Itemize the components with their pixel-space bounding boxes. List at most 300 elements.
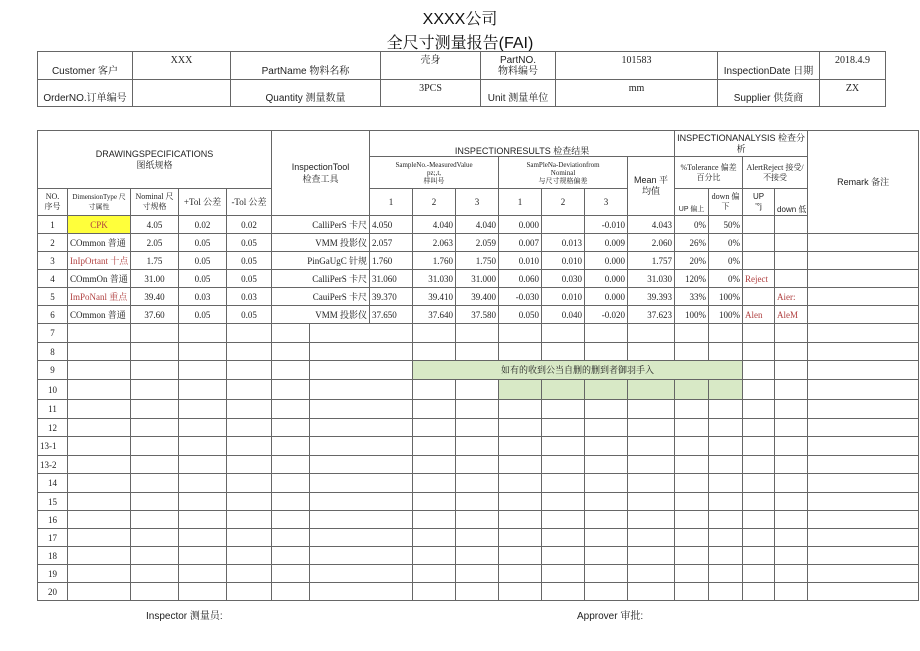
alert-status[interactable]: Reject bbox=[743, 270, 775, 288]
empty-cell[interactable] bbox=[499, 419, 542, 437]
empty-cell[interactable] bbox=[499, 529, 542, 547]
empty-cell[interactable] bbox=[675, 565, 709, 583]
empty-cell[interactable] bbox=[743, 474, 775, 493]
inspection-tool[interactable]: PinGaUgC 针规 bbox=[272, 252, 370, 270]
row-no[interactable]: 4 bbox=[38, 270, 68, 288]
empty-cell[interactable] bbox=[808, 343, 919, 361]
remark-cell[interactable] bbox=[808, 234, 919, 252]
empty-cell[interactable] bbox=[413, 547, 456, 565]
measured-value[interactable]: 39.370 bbox=[370, 288, 413, 306]
empty-cell[interactable] bbox=[743, 511, 775, 529]
empty-cell[interactable] bbox=[743, 380, 775, 400]
mean-value[interactable]: 1.757 bbox=[628, 252, 675, 270]
measured-value[interactable]: 1.760 bbox=[413, 252, 456, 270]
deviation-value[interactable] bbox=[542, 216, 585, 234]
tolerance-up[interactable]: 20% bbox=[675, 252, 709, 270]
empty-cell[interactable] bbox=[413, 474, 456, 493]
empty-cell[interactable] bbox=[68, 419, 131, 437]
empty-cell[interactable] bbox=[808, 583, 919, 601]
empty-cell[interactable] bbox=[456, 529, 499, 547]
empty-cell[interactable] bbox=[628, 419, 675, 437]
empty-cell[interactable] bbox=[542, 583, 585, 601]
empty-cell[interactable] bbox=[628, 437, 675, 456]
empty-cell[interactable] bbox=[585, 583, 628, 601]
deviation-value[interactable]: 0.000 bbox=[585, 252, 628, 270]
mean-value[interactable]: 2.060 bbox=[628, 234, 675, 252]
empty-cell[interactable] bbox=[675, 456, 709, 474]
remark-cell[interactable] bbox=[808, 306, 919, 324]
empty-cell[interactable] bbox=[709, 400, 743, 419]
empty-cell[interactable] bbox=[585, 419, 628, 437]
empty-cell[interactable] bbox=[68, 547, 131, 565]
empty-cell[interactable] bbox=[272, 361, 310, 380]
minus-tol[interactable]: 0.03 bbox=[227, 288, 272, 306]
empty-cell[interactable] bbox=[68, 380, 131, 400]
empty-cell[interactable] bbox=[542, 437, 585, 456]
empty-cell[interactable] bbox=[499, 456, 542, 474]
minus-tol[interactable]: 0.05 bbox=[227, 306, 272, 324]
deviation-value[interactable]: 0.010 bbox=[542, 252, 585, 270]
empty-cell[interactable] bbox=[743, 565, 775, 583]
empty-cell[interactable] bbox=[131, 380, 179, 400]
empty-cell[interactable] bbox=[743, 343, 775, 361]
measured-value[interactable]: 1.750 bbox=[456, 252, 499, 270]
tolerance-up[interactable]: 33% bbox=[675, 288, 709, 306]
empty-cell[interactable] bbox=[456, 547, 499, 565]
empty-cell[interactable] bbox=[499, 474, 542, 493]
empty-cell[interactable] bbox=[775, 493, 808, 511]
empty-cell[interactable] bbox=[743, 547, 775, 565]
empty-cell[interactable] bbox=[808, 361, 919, 380]
empty-cell[interactable] bbox=[542, 474, 585, 493]
empty-cell[interactable] bbox=[808, 437, 919, 456]
empty-cell[interactable] bbox=[179, 361, 227, 380]
empty-cell[interactable] bbox=[179, 511, 227, 529]
minus-tol[interactable]: 0.05 bbox=[227, 252, 272, 270]
measured-value[interactable]: 4.050 bbox=[370, 216, 413, 234]
empty-cell[interactable] bbox=[675, 583, 709, 601]
empty-cell[interactable] bbox=[272, 400, 310, 419]
empty-cell[interactable] bbox=[499, 493, 542, 511]
orderno-value[interactable] bbox=[133, 80, 231, 107]
empty-cell[interactable] bbox=[709, 380, 743, 400]
measured-value[interactable]: 39.410 bbox=[413, 288, 456, 306]
empty-cell[interactable] bbox=[272, 529, 310, 547]
mean-value[interactable]: 31.030 bbox=[628, 270, 675, 288]
empty-cell[interactable] bbox=[628, 400, 675, 419]
empty-cell[interactable] bbox=[709, 529, 743, 547]
empty-cell[interactable] bbox=[68, 343, 131, 361]
measured-value[interactable]: 2.059 bbox=[456, 234, 499, 252]
empty-cell[interactable] bbox=[131, 565, 179, 583]
dimension-type[interactable]: COmmOn 普通 bbox=[68, 270, 131, 288]
empty-cell[interactable] bbox=[131, 419, 179, 437]
empty-cell[interactable] bbox=[227, 565, 272, 583]
empty-cell[interactable] bbox=[131, 400, 179, 419]
empty-cell[interactable] bbox=[808, 380, 919, 400]
measured-value[interactable]: 4.040 bbox=[456, 216, 499, 234]
quantity-value[interactable]: 3PCS bbox=[381, 80, 481, 107]
empty-cell[interactable] bbox=[272, 547, 310, 565]
empty-cell[interactable] bbox=[628, 493, 675, 511]
empty-cell[interactable] bbox=[743, 361, 775, 380]
measured-value[interactable]: 31.000 bbox=[456, 270, 499, 288]
empty-cell[interactable] bbox=[131, 343, 179, 361]
empty-cell[interactable] bbox=[743, 456, 775, 474]
measured-value[interactable]: 1.760 bbox=[370, 252, 413, 270]
empty-cell[interactable] bbox=[628, 343, 675, 361]
empty-cell[interactable] bbox=[775, 343, 808, 361]
plus-tol[interactable]: 0.03 bbox=[179, 288, 227, 306]
empty-cell[interactable] bbox=[227, 493, 272, 511]
measured-value[interactable]: 2.063 bbox=[413, 234, 456, 252]
empty-cell[interactable] bbox=[585, 343, 628, 361]
empty-cell[interactable] bbox=[585, 493, 628, 511]
alert-status[interactable]: Alen bbox=[743, 306, 775, 324]
empty-cell[interactable] bbox=[675, 419, 709, 437]
empty-cell[interactable] bbox=[131, 361, 179, 380]
inspection-tool[interactable]: VMM 投影仪 bbox=[272, 306, 370, 324]
empty-cell[interactable] bbox=[499, 547, 542, 565]
empty-cell[interactable] bbox=[179, 380, 227, 400]
empty-cell[interactable] bbox=[709, 565, 743, 583]
partname-value[interactable]: 壳身 bbox=[381, 52, 481, 80]
empty-cell[interactable] bbox=[585, 456, 628, 474]
empty-cell[interactable] bbox=[227, 361, 272, 380]
nominal[interactable]: 37.60 bbox=[131, 306, 179, 324]
empty-cell[interactable] bbox=[542, 547, 585, 565]
empty-cell[interactable] bbox=[68, 565, 131, 583]
empty-cell[interactable] bbox=[709, 456, 743, 474]
empty-cell[interactable] bbox=[775, 361, 808, 380]
empty-cell[interactable] bbox=[227, 511, 272, 529]
empty-cell[interactable] bbox=[68, 361, 131, 380]
empty-cell[interactable] bbox=[456, 565, 499, 583]
empty-cell[interactable] bbox=[675, 529, 709, 547]
empty-cell[interactable] bbox=[542, 343, 585, 361]
deviation-value[interactable]: 0.030 bbox=[542, 270, 585, 288]
minus-tol[interactable]: 0.05 bbox=[227, 234, 272, 252]
empty-cell[interactable] bbox=[585, 511, 628, 529]
empty-cell[interactable] bbox=[272, 565, 310, 583]
empty-cell[interactable] bbox=[709, 324, 743, 343]
row-no[interactable]: 1 bbox=[38, 216, 68, 234]
dimension-type[interactable]: CPK bbox=[68, 216, 131, 234]
empty-cell[interactable] bbox=[628, 583, 675, 601]
tolerance-up[interactable]: 26% bbox=[675, 234, 709, 252]
empty-cell[interactable] bbox=[775, 547, 808, 565]
empty-cell[interactable] bbox=[775, 583, 808, 601]
nominal[interactable]: 4.05 bbox=[131, 216, 179, 234]
measured-value[interactable]: 37.640 bbox=[413, 306, 456, 324]
minus-tol[interactable]: 0.05 bbox=[227, 270, 272, 288]
dimension-type[interactable]: COmmon 普通 bbox=[68, 306, 131, 324]
tolerance-up[interactable]: 120% bbox=[675, 270, 709, 288]
empty-cell[interactable] bbox=[585, 474, 628, 493]
empty-cell[interactable] bbox=[808, 474, 919, 493]
empty-cell[interactable] bbox=[310, 583, 413, 601]
empty-cell[interactable] bbox=[272, 380, 310, 400]
alert-status[interactable]: Aier: bbox=[775, 288, 808, 306]
nominal[interactable]: 39.40 bbox=[131, 288, 179, 306]
empty-cell[interactable] bbox=[68, 456, 131, 474]
empty-cell[interactable] bbox=[131, 456, 179, 474]
row-no[interactable]: 6 bbox=[38, 306, 68, 324]
empty-cell[interactable] bbox=[499, 324, 542, 343]
empty-cell[interactable] bbox=[743, 529, 775, 547]
empty-cell[interactable] bbox=[675, 474, 709, 493]
empty-cell[interactable] bbox=[808, 529, 919, 547]
empty-cell[interactable] bbox=[456, 511, 499, 529]
empty-cell[interactable] bbox=[413, 343, 456, 361]
deviation-value[interactable]: 0.010 bbox=[542, 288, 585, 306]
deviation-value[interactable]: 0.000 bbox=[499, 216, 542, 234]
empty-cell[interactable] bbox=[775, 380, 808, 400]
empty-cell[interactable] bbox=[68, 529, 131, 547]
empty-cell[interactable] bbox=[775, 456, 808, 474]
empty-cell[interactable] bbox=[179, 493, 227, 511]
deviation-value[interactable]: -0.010 bbox=[585, 216, 628, 234]
empty-cell[interactable] bbox=[413, 565, 456, 583]
mean-value[interactable]: 37.623 bbox=[628, 306, 675, 324]
empty-cell[interactable] bbox=[413, 529, 456, 547]
empty-cell[interactable] bbox=[675, 437, 709, 456]
empty-cell[interactable] bbox=[131, 324, 179, 343]
empty-cell[interactable] bbox=[709, 511, 743, 529]
plus-tol[interactable]: 0.02 bbox=[179, 216, 227, 234]
measured-value[interactable]: 2.057 bbox=[370, 234, 413, 252]
deviation-value[interactable]: 0.013 bbox=[542, 234, 585, 252]
tolerance-down[interactable]: 0% bbox=[709, 270, 743, 288]
empty-cell[interactable] bbox=[272, 583, 310, 601]
empty-cell[interactable] bbox=[808, 547, 919, 565]
tolerance-down[interactable]: 0% bbox=[709, 252, 743, 270]
empty-cell[interactable] bbox=[499, 583, 542, 601]
empty-cell[interactable] bbox=[272, 324, 310, 343]
empty-cell[interactable] bbox=[542, 400, 585, 419]
empty-cell[interactable] bbox=[499, 511, 542, 529]
plus-tol[interactable]: 0.05 bbox=[179, 306, 227, 324]
empty-cell[interactable] bbox=[709, 493, 743, 511]
nominal[interactable]: 2.05 bbox=[131, 234, 179, 252]
empty-cell[interactable] bbox=[456, 493, 499, 511]
empty-cell[interactable] bbox=[456, 583, 499, 601]
empty-cell[interactable] bbox=[227, 547, 272, 565]
empty-cell[interactable] bbox=[456, 324, 499, 343]
empty-cell[interactable] bbox=[179, 565, 227, 583]
empty-cell[interactable] bbox=[709, 419, 743, 437]
empty-cell[interactable] bbox=[310, 380, 413, 400]
empty-cell[interactable] bbox=[675, 400, 709, 419]
empty-cell[interactable] bbox=[499, 343, 542, 361]
empty-cell[interactable] bbox=[675, 511, 709, 529]
empty-cell[interactable] bbox=[179, 529, 227, 547]
empty-cell[interactable] bbox=[499, 565, 542, 583]
inspection-tool[interactable]: CalliPerS 卡尺 bbox=[272, 216, 370, 234]
empty-cell[interactable] bbox=[585, 437, 628, 456]
inspection-tool[interactable]: CalliPerS 卡尺 bbox=[272, 270, 370, 288]
empty-cell[interactable] bbox=[808, 511, 919, 529]
empty-cell[interactable] bbox=[775, 474, 808, 493]
empty-cell[interactable] bbox=[413, 419, 456, 437]
tolerance-down[interactable]: 50% bbox=[709, 216, 743, 234]
empty-cell[interactable] bbox=[585, 547, 628, 565]
empty-cell[interactable] bbox=[131, 511, 179, 529]
supplier-value[interactable]: ZX bbox=[820, 80, 886, 107]
remark-cell[interactable] bbox=[808, 288, 919, 306]
empty-cell[interactable] bbox=[179, 343, 227, 361]
deviation-value[interactable]: 0.007 bbox=[499, 234, 542, 252]
empty-cell[interactable] bbox=[675, 493, 709, 511]
empty-cell[interactable] bbox=[808, 493, 919, 511]
empty-cell[interactable] bbox=[68, 400, 131, 419]
empty-cell[interactable] bbox=[628, 324, 675, 343]
empty-cell[interactable] bbox=[272, 419, 310, 437]
nominal[interactable]: 1.75 bbox=[131, 252, 179, 270]
empty-cell[interactable] bbox=[131, 529, 179, 547]
empty-cell[interactable] bbox=[456, 419, 499, 437]
alert-status[interactable] bbox=[743, 252, 775, 270]
empty-cell[interactable] bbox=[227, 437, 272, 456]
measured-value[interactable]: 37.650 bbox=[370, 306, 413, 324]
empty-cell[interactable] bbox=[775, 437, 808, 456]
empty-cell[interactable] bbox=[709, 343, 743, 361]
empty-cell[interactable] bbox=[743, 324, 775, 343]
empty-cell[interactable] bbox=[628, 565, 675, 583]
empty-cell[interactable] bbox=[413, 324, 456, 343]
deviation-value[interactable]: -0.020 bbox=[585, 306, 628, 324]
empty-cell[interactable] bbox=[775, 529, 808, 547]
empty-cell[interactable] bbox=[227, 456, 272, 474]
empty-cell[interactable] bbox=[179, 324, 227, 343]
tolerance-down[interactable]: 100% bbox=[709, 306, 743, 324]
empty-cell[interactable] bbox=[179, 400, 227, 419]
empty-cell[interactable] bbox=[310, 456, 413, 474]
row-no[interactable]: 2 bbox=[38, 234, 68, 252]
empty-cell[interactable] bbox=[310, 437, 413, 456]
dimension-type[interactable]: ImPoNanl 重点 bbox=[68, 288, 131, 306]
empty-cell[interactable] bbox=[709, 474, 743, 493]
tolerance-down[interactable]: 0% bbox=[709, 234, 743, 252]
empty-cell[interactable] bbox=[413, 583, 456, 601]
plus-tol[interactable]: 0.05 bbox=[179, 234, 227, 252]
inspdate-value[interactable]: 2018.4.9 bbox=[820, 52, 886, 80]
empty-cell[interactable] bbox=[272, 474, 310, 493]
empty-cell[interactable] bbox=[179, 456, 227, 474]
deviation-value[interactable]: 0.000 bbox=[585, 288, 628, 306]
empty-cell[interactable] bbox=[775, 511, 808, 529]
empty-cell[interactable] bbox=[456, 380, 499, 400]
alert-status[interactable] bbox=[775, 234, 808, 252]
empty-cell[interactable] bbox=[542, 565, 585, 583]
measured-value[interactable]: 31.030 bbox=[413, 270, 456, 288]
empty-cell[interactable] bbox=[499, 380, 542, 400]
alert-status[interactable] bbox=[743, 234, 775, 252]
empty-cell[interactable] bbox=[68, 324, 131, 343]
empty-cell[interactable] bbox=[131, 583, 179, 601]
empty-cell[interactable] bbox=[542, 380, 585, 400]
empty-cell[interactable] bbox=[413, 380, 456, 400]
empty-cell[interactable] bbox=[227, 474, 272, 493]
empty-cell[interactable] bbox=[709, 583, 743, 601]
empty-cell[interactable] bbox=[227, 324, 272, 343]
unit-value[interactable]: mm bbox=[556, 80, 718, 107]
empty-cell[interactable] bbox=[628, 456, 675, 474]
empty-cell[interactable] bbox=[709, 437, 743, 456]
empty-cell[interactable] bbox=[743, 437, 775, 456]
empty-cell[interactable] bbox=[585, 380, 628, 400]
empty-cell[interactable] bbox=[808, 324, 919, 343]
empty-cell[interactable] bbox=[68, 583, 131, 601]
empty-cell[interactable] bbox=[775, 419, 808, 437]
empty-cell[interactable] bbox=[808, 400, 919, 419]
empty-cell[interactable] bbox=[542, 493, 585, 511]
dimension-type[interactable]: COmmon 普通 bbox=[68, 234, 131, 252]
empty-cell[interactable] bbox=[272, 493, 310, 511]
empty-cell[interactable] bbox=[542, 456, 585, 474]
empty-cell[interactable] bbox=[628, 547, 675, 565]
empty-cell[interactable] bbox=[310, 343, 413, 361]
alert-status[interactable] bbox=[775, 270, 808, 288]
empty-cell[interactable] bbox=[310, 493, 413, 511]
empty-cell[interactable] bbox=[542, 419, 585, 437]
deviation-value[interactable]: 0.050 bbox=[499, 306, 542, 324]
empty-cell[interactable] bbox=[68, 437, 131, 456]
deviation-value[interactable]: 0.010 bbox=[499, 252, 542, 270]
empty-cell[interactable] bbox=[456, 456, 499, 474]
empty-cell[interactable] bbox=[227, 583, 272, 601]
empty-cell[interactable] bbox=[179, 437, 227, 456]
empty-cell[interactable] bbox=[499, 400, 542, 419]
empty-cell[interactable] bbox=[585, 324, 628, 343]
empty-cell[interactable] bbox=[628, 380, 675, 400]
empty-cell[interactable] bbox=[628, 474, 675, 493]
alert-status[interactable]: AleM bbox=[775, 306, 808, 324]
empty-cell[interactable] bbox=[743, 583, 775, 601]
empty-cell[interactable] bbox=[456, 343, 499, 361]
empty-cell[interactable] bbox=[413, 511, 456, 529]
empty-cell[interactable] bbox=[68, 511, 131, 529]
empty-cell[interactable] bbox=[542, 529, 585, 547]
empty-cell[interactable] bbox=[227, 380, 272, 400]
row-no[interactable]: 5 bbox=[38, 288, 68, 306]
empty-cell[interactable] bbox=[675, 380, 709, 400]
row-no[interactable]: 3 bbox=[38, 252, 68, 270]
empty-cell[interactable] bbox=[499, 437, 542, 456]
inspection-tool[interactable]: CauiPerS 卡尺 bbox=[272, 288, 370, 306]
remark-cell[interactable] bbox=[808, 270, 919, 288]
empty-cell[interactable] bbox=[456, 437, 499, 456]
empty-cell[interactable] bbox=[131, 493, 179, 511]
alert-status[interactable] bbox=[775, 252, 808, 270]
empty-cell[interactable] bbox=[68, 493, 131, 511]
empty-cell[interactable] bbox=[413, 493, 456, 511]
measured-value[interactable]: 31.060 bbox=[370, 270, 413, 288]
deviation-value[interactable]: 0.040 bbox=[542, 306, 585, 324]
empty-cell[interactable] bbox=[227, 343, 272, 361]
empty-cell[interactable] bbox=[227, 529, 272, 547]
empty-cell[interactable] bbox=[775, 400, 808, 419]
empty-cell[interactable] bbox=[628, 511, 675, 529]
empty-cell[interactable] bbox=[68, 474, 131, 493]
empty-cell[interactable] bbox=[675, 324, 709, 343]
empty-cell[interactable] bbox=[808, 456, 919, 474]
measured-value[interactable]: 37.580 bbox=[456, 306, 499, 324]
empty-cell[interactable] bbox=[179, 547, 227, 565]
empty-cell[interactable] bbox=[272, 343, 310, 361]
alert-status[interactable] bbox=[743, 216, 775, 234]
mean-value[interactable]: 4.043 bbox=[628, 216, 675, 234]
